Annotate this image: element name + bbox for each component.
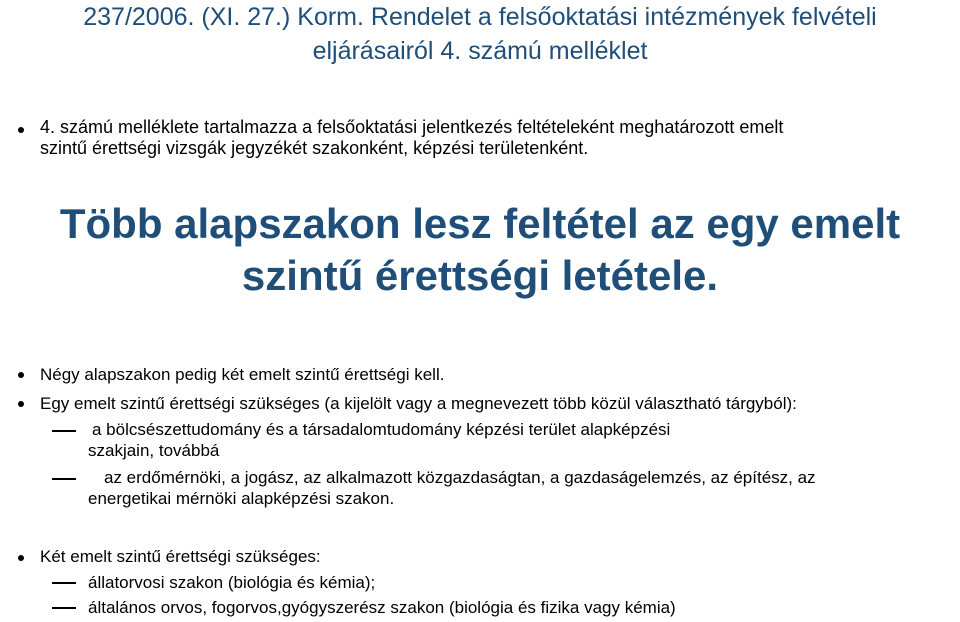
bullet-dot — [18, 555, 24, 561]
bullet-four-programs: Négy alapszakon pedig két emelt szintű érettségi kell. — [40, 365, 445, 384]
sub-bullet-engineering-line-1: az erdőmérnöki, a jogász, az alkalmazott közgazdaságtan, a gazdaságelemzés, az építész, az — [104, 468, 816, 487]
intro-line-1: 4. számú melléklete tartalmazza a felsőoktatási jelentkezés feltételeként meghatározott emelt — [40, 117, 784, 137]
sub-bullet-dash — [52, 478, 76, 480]
bullet-dot — [18, 401, 24, 407]
slide-title — [20, 0, 940, 68]
sub-bullet-veterinary: állatorvosi szakon (biológia és kémia); — [88, 573, 376, 592]
bullet-two-exams: Két emelt szintű érettségi szükséges: — [40, 547, 321, 566]
sub-bullet-medicine: általános orvos, fogorvos,gyógyszerész szakon (biológia és fizika vagy kémia) — [88, 598, 676, 617]
sub-bullet-humanities — [88, 419, 908, 461]
sub-bullet-dash — [52, 582, 76, 584]
sub-bullet-engineering-line-2: energetikai mérnöki alapképzési szakon. — [88, 489, 395, 508]
headline — [20, 198, 940, 302]
intro-line-2: szintű érettségi vizsgák jegyzékét szakonként, képzési területenként. — [40, 138, 589, 158]
sub-bullet-engineering — [88, 467, 948, 509]
bullet-dot — [18, 372, 24, 378]
slide-title-line-1: 237/2006. (XI. 27.) Korm. Rendelet a felsőoktatási intézmények felvételi — [83, 3, 877, 31]
sub-bullet-dash — [52, 430, 76, 432]
bullet-dot — [18, 127, 24, 133]
sub-bullet-dash — [52, 607, 76, 609]
bullet-one-exam: Egy emelt szintű érettségi szükséges (a kijelölt vagy a megnevezett több közül választható tárgyból): — [40, 394, 797, 413]
slide-title-line-2: eljárásairól 4. számú melléklet — [312, 37, 648, 65]
headline-line-2: szintű érettségi letétele. — [241, 252, 719, 299]
sub-bullet-humanities-line-2: szakjain, továbbá — [88, 441, 220, 460]
intro-paragraph — [40, 117, 940, 159]
headline-line-1: Több alapszakon lesz feltétel az egy emelt — [59, 200, 901, 247]
sub-bullet-humanities-line-1: a bölcsészettudomány és a társadalomtudomány képzési terület alapképzési — [92, 420, 671, 439]
